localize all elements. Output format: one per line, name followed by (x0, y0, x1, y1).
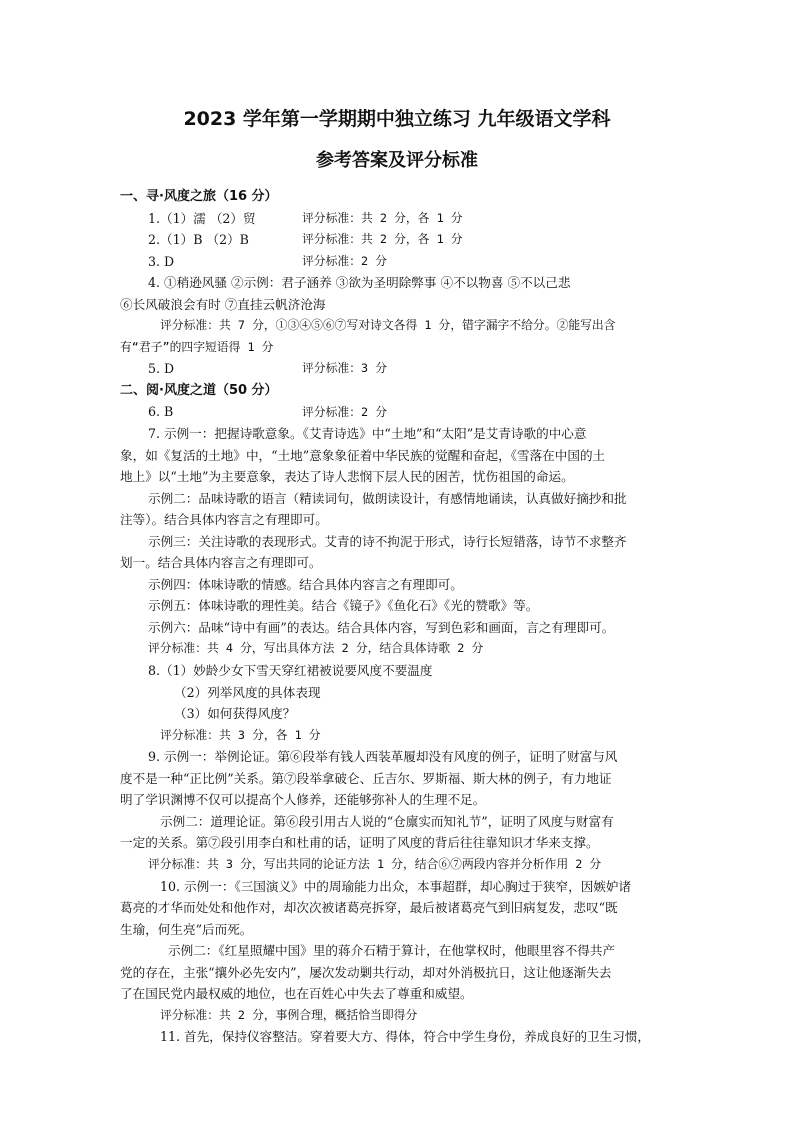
answer-line: 8.（1）妙龄少女下雪天穿红裙被说要风度不要温度 (148, 663, 433, 679)
answer-line: 示例五：体味诗歌的理性美。结合《镜子》《鱼化石》《光的赞歌》等。 (148, 598, 539, 614)
answer-line: 明了学识渊博不仅可以提高个人修养，还能够弥补人的生理不足。 (120, 792, 486, 808)
answer-line: 示例四：体味诗歌的情感。结合具体内容言之有理即可。 (148, 576, 463, 592)
answer-line: （2）列举风度的具体表现 (174, 684, 321, 700)
criteria-q1: 评分标准：共 2 分，各 1 分 (302, 210, 463, 225)
criteria-line: 评分标准：共 3 分，写出共同的论证方法 1 分，结合⑥⑦两段内容并分析作用 2 分 (148, 856, 602, 871)
answer-text: 3. D (148, 253, 175, 269)
answer-text: 5. D (148, 361, 175, 377)
criteria-line: 评分标准：共 4 分，写出具体方法 2 分，结合具体诗歌 2 分 (148, 641, 484, 656)
answer-line: ⑥长风破浪会有时 ⑦直挂云帆济沧海 (120, 296, 326, 312)
answer-line: 7. 示例一：把握诗歌意象。《艾青诗选》中“土地”和“太阳”是艾青诗歌的中心意 (148, 426, 587, 442)
answer-line: 葛亮的才华而处处和他作对，却次次被诸葛亮拆穿，最后被诸葛亮气到旧病复发，悲叹“既 (120, 900, 618, 916)
answer-line: 示例二：道理论证。第⑥段引用古人说的“仓廪实而知礼节”，证明了风度与财富有 (160, 813, 614, 829)
answer-line: 度不是一种“正比例”关系。第⑦段举拿破仑、丘吉尔、罗斯福、斯大林的例子，有力地证 (120, 770, 612, 786)
page-subtitle: 参考答案及评分标准 (316, 150, 478, 171)
answer-text: 1.（1）濡 （2）贸 (148, 210, 256, 226)
criteria-q6: 评分标准：2 分 (302, 404, 387, 419)
answer-line: 10. 示例一：《三国演义》中的周瑜能力出众，本事超群，却心胸过于狭窄，因嫉妒诸 (160, 878, 632, 894)
answer-line: 生瑜，何生亮”后而死。 (120, 921, 253, 937)
section-heading: 二、阅·风度之道（50 分） (120, 382, 278, 398)
answer-line: 示例六：品味“诗中有画”的表达。结合具体内容，写到色彩和画面，言之有理即可。 (148, 619, 615, 635)
answer-text: 2.（1）B （2）B (148, 232, 249, 248)
section-heading: 一、寻·风度之旅（16 分） (120, 189, 278, 204)
answer-line (120, 251, 680, 273)
answer-text: 6. B (148, 404, 174, 420)
page-title: 2023 学年第一学期期中独立练习 九年级语文学科 (183, 108, 611, 130)
answer-line: 示例三：关注诗歌的表现形式。艾青的诗不拘泥于形式，诗行长短错落，诗节不求整齐 (148, 533, 627, 549)
criteria-line: 评分标准：共 3 分，各 1 分 (160, 727, 321, 742)
answer-line: 了在国民党内最权威的地位，也在百姓心中失去了尊重和威望。 (120, 986, 473, 1002)
criteria-q2: 评分标准：共 2 分，各 1 分 (302, 232, 463, 246)
answer-line (120, 401, 680, 423)
answer-line (120, 358, 680, 380)
answer-line: 注等）。结合具体内容言之有理即可。 (120, 512, 328, 528)
answer-line: 示例二：《红星照耀中国》里的蒋介石精于算计，在他掌权时，他眼里容不得共产 (168, 943, 616, 959)
answer-line: 示例二：品味诗歌的语言（精读词句，做朗读设计，有感情地诵读，认真做好摘抄和批 (148, 490, 627, 506)
criteria-q5: 评分标准：3 分 (302, 361, 387, 376)
answer-line: 地上》以“土地”为主要意象，表达了诗人悲悯下层人民的困苦，忧伤祖国的命运。 (120, 469, 574, 485)
answer-line: 9. 示例一：举例论证。第⑥段举有钱人西装革履却没有风度的例子，证明了财富与风 (148, 749, 618, 765)
answer-line: 一定的关系。第⑦段引用李白和杜甫的话，证明了风度的背后往往靠知识才华来支撑。 (120, 835, 599, 851)
answer-line: 党的存在，主张“攘外必先安内”，屡次发动剿共行动，却对外消极抗日，这让他逐渐失去 (120, 964, 612, 980)
criteria-q3: 评分标准：2 分 (302, 253, 387, 268)
answer-line: 划一。结合具体内容言之有理即可。 (120, 555, 322, 571)
answer-line: 11. 首先，保持仪容整洁。穿着要大方、得体，符合中学生身份，养成良好的卫生习惯， (160, 1029, 651, 1045)
answer-body (120, 186, 680, 1048)
criteria-line: 评分标准：共 7 分，①③④⑤⑥⑦写对诗文各得 1 分，错字漏字不给分。②能写出含 (160, 318, 616, 333)
criteria-line: 评分标准：共 2 分，事例合理，概括恰当即得分 (160, 1007, 418, 1022)
answer-line: （3）如何获得风度？ (174, 706, 296, 722)
criteria-line: 有“君子”的四字短语得 1 分 (120, 339, 274, 354)
answer-line: 4. ①稍逊风骚 ②示例：君子涵养 ③欲为圣明除弊事 ④不以物喜 ⑤不以己悲 (148, 275, 571, 291)
answer-line: 象，如《复活的土地》中，“土地”意象象征着中华民族的觉醒和奋起，《雪落在中国的土 (120, 447, 606, 463)
